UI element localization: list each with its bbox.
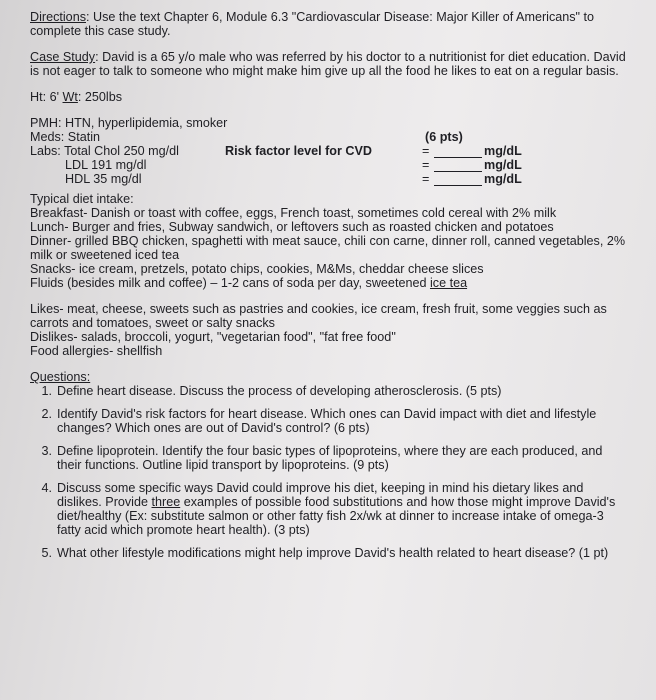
- question-number: 4.: [41, 481, 52, 495]
- question-text-part: examples of possible food substitutions and how those might improve David's diet/healthy (Ex: substitute salmon or other fatty fish 2x/wk at dinner to increase intake of omega-3 fatty acid which promote heart health). (3 pts): [57, 495, 616, 537]
- case-study-text: : David is a 65 y/o male who was referred by his doctor to a nutritionist for diet education. David is not eager to talk to someone who might make him give up all the food he likes to eat on a regular basis.: [30, 50, 626, 78]
- meds-line: Meds: Statin: [30, 130, 100, 144]
- question-number: 3.: [41, 444, 52, 458]
- equals-sign: =: [422, 158, 430, 172]
- weight-value: : 250lbs: [77, 90, 123, 104]
- question-text: Identify David's risk factors for heart disease. Which ones can David impact with diet and lifestyle changes? Which ones are out of David's control? (6 pts): [57, 407, 597, 435]
- unit-label: mg/dL: [484, 172, 522, 186]
- risk-factor-header: Risk factor level for CVD: [225, 144, 372, 158]
- answer-row-total-chol: [422, 144, 532, 158]
- directions-paragraph: [30, 10, 630, 38]
- question-item: [30, 384, 630, 398]
- labs-points: (6 pts): [425, 130, 463, 144]
- lab-hdl: HDL 35 mg/dl: [65, 172, 142, 186]
- risk-answer-blanks: [422, 144, 532, 186]
- question-number: 2.: [41, 407, 52, 421]
- weight-label: Wt: [62, 90, 78, 104]
- diet-lunch: Lunch- Burger and fries, Subway sandwich, or leftovers such as roasted chicken and potatoes: [30, 220, 554, 234]
- diet-heading: Typical diet intake:: [30, 192, 134, 206]
- answer-blank[interactable]: [434, 160, 482, 172]
- allergies-line: Food allergies- shellfish: [30, 344, 163, 358]
- case-study-paragraph: [30, 50, 630, 78]
- case-study-label: Case Study: [30, 50, 96, 64]
- equals-sign: =: [422, 172, 430, 186]
- question-text: What other lifestyle modifications might help improve David's health related to heart disease? (1 pt): [57, 546, 609, 560]
- diet-snacks: Snacks- ice cream, pretzels, potato chips, cookies, M&Ms, cheddar cheese slices: [30, 262, 484, 276]
- anthropometrics: [30, 90, 630, 104]
- lab-total-chol: Labs: Total Chol 250 mg/dl: [30, 144, 179, 158]
- answer-row-hdl: [422, 172, 532, 186]
- question-item: [30, 481, 630, 537]
- diet-breakfast: Breakfast- Danish or toast with coffee, eggs, French toast, sometimes cold cereal with 2% milk: [30, 206, 557, 220]
- questions-heading: Questions:: [30, 370, 91, 384]
- question-number: 1.: [41, 384, 52, 398]
- likes-line: Likes- meat, cheese, sweets such as pastries and cookies, ice cream, fresh fruit, some veggies such as carrots and tomatoes, sweet or salty snacks: [30, 302, 607, 330]
- fluids-text: Fluids (besides milk and coffee) – 1-2 cans of soda per day, sweetened: [30, 276, 430, 290]
- directions-text: : Use the text Chapter 6, Module 6.3 "Cardiovascular Disease: Major Killer of Americans" to complete this case study.: [30, 10, 595, 38]
- answer-blank[interactable]: [434, 146, 482, 158]
- question-item: [30, 407, 630, 435]
- unit-label: mg/dL: [484, 158, 522, 172]
- height-text: Ht: 6': [30, 90, 60, 104]
- questions-list: [30, 384, 630, 560]
- diet-fluids: [30, 276, 630, 290]
- pmh-line: PMH: HTN, hyperlipidemia, smoker: [30, 116, 228, 130]
- equals-sign: =: [422, 144, 430, 158]
- lab-ldl: LDL 191 mg/dl: [65, 158, 147, 172]
- fluids-underlined: ice tea: [429, 276, 468, 290]
- diet-dinner: Dinner- grilled BBQ chicken, spaghetti with meat sauce, chili con carne, dinner roll, canned vegetables, 2% milk or sweetened iced tea: [30, 234, 626, 262]
- question-text-part: Discuss some specific ways David could improve his diet, keeping in mind his dietary likes and dislikes. Provide: [57, 481, 584, 509]
- question-number: 5.: [41, 546, 52, 560]
- case-study-page: [30, 10, 630, 569]
- directions-label: Directions: [30, 10, 86, 24]
- answer-blank[interactable]: [434, 174, 482, 186]
- question-item: [30, 444, 630, 472]
- question-text: Define lipoprotein. Identify the four basic types of lipoproteins, where they are each produced, and their functions. Outline lipid transport by lipoproteins. (9 pts): [57, 444, 603, 472]
- question-text: [57, 481, 630, 537]
- unit-label: mg/dL: [484, 144, 522, 158]
- question-text: Define heart disease. Discuss the process of developing atherosclerosis. (5 pts): [57, 384, 502, 398]
- labs-values: [30, 144, 179, 186]
- question-item: [30, 546, 630, 560]
- question-text-underlined: three: [151, 495, 181, 509]
- dislikes-line: Dislikes- salads, broccoli, yogurt, "vegetarian food", "fat free food": [30, 330, 396, 344]
- answer-row-ldl: [422, 158, 532, 172]
